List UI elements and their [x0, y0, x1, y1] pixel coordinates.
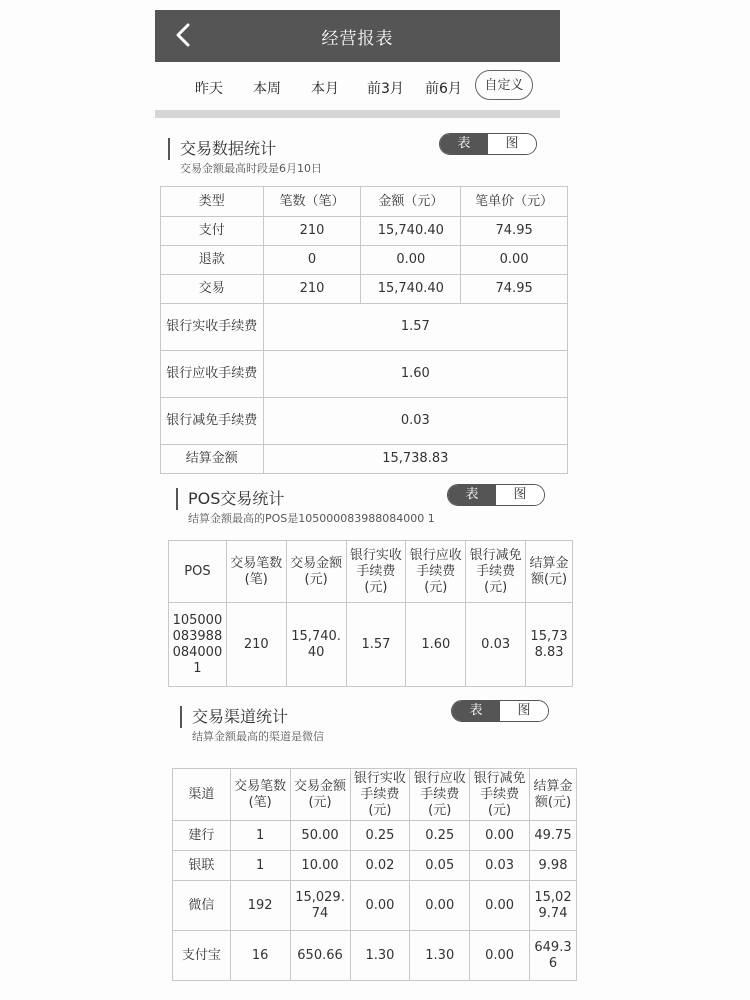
cell-amount: 15,740.40: [286, 603, 346, 687]
header-count: 交易笔数(笔): [226, 541, 286, 603]
cell-bank-waived-fee: 0.00: [470, 821, 530, 851]
divider-bar: [155, 110, 560, 118]
header-channel: 渠道: [173, 769, 231, 821]
table-header-row: [173, 769, 577, 821]
cell-amount: 0.00: [361, 246, 461, 275]
cell-unit-price: 74.95: [461, 275, 568, 304]
header-bar: [155, 10, 560, 62]
cell-type: 交易: [161, 275, 264, 304]
page-title: 经营报表: [321, 29, 394, 49]
cell-bank-waived-fee: 0.00: [470, 931, 530, 981]
table-row: [169, 603, 573, 687]
section-subtitle: 交易金额最高时段是6月10日: [180, 162, 322, 175]
cell-bank-receivable-fee: 0.00: [410, 881, 470, 931]
header-count: 笔数（笔）: [263, 187, 361, 217]
cell-bank-received-fee: 1.30: [350, 931, 410, 981]
cell-amount: 15,029.74: [290, 881, 350, 931]
tab-this-week[interactable]: 本周: [253, 81, 281, 97]
section-subtitle: 结算金额最高的渠道是微信: [192, 730, 324, 743]
section-subtitle: 结算金额最高的POS是105000083988084000 1: [188, 512, 435, 525]
cell-bank-received-fee: 0.02: [350, 851, 410, 881]
cell-bank-waived-fee: 0.03: [470, 851, 530, 881]
cell-bank-receivable-fee: 1.60: [406, 603, 466, 687]
cell-fee-label: 银行应收手续费: [161, 351, 264, 398]
cell-count: 210: [263, 217, 361, 246]
cell-settlement: 49.75: [529, 821, 576, 851]
channel-stats-table: [172, 768, 577, 981]
header-amount: 金额（元）: [361, 187, 461, 217]
chart-view-button[interactable]: 图: [500, 701, 548, 721]
cell-fee-label: 结算金额: [161, 445, 264, 474]
cell-unit-price: 74.95: [461, 217, 568, 246]
tab-yesterday[interactable]: 昨天: [195, 81, 223, 97]
table-row: [173, 821, 577, 851]
cell-bank-receivable-fee: 0.05: [410, 851, 470, 881]
cell-bank-receivable-fee: 0.25: [410, 821, 470, 851]
table-row: [161, 217, 568, 246]
tab-custom-button[interactable]: 自定义: [475, 70, 533, 100]
cell-count: 210: [226, 603, 286, 687]
cell-count: 1: [230, 821, 290, 851]
table-row: [161, 304, 568, 351]
cell-channel: 微信: [173, 881, 231, 931]
tab-this-month[interactable]: 本月: [311, 81, 339, 97]
table-row: [173, 931, 577, 981]
header-count: 交易笔数(笔): [230, 769, 290, 821]
cell-bank-waived-fee: 0.03: [466, 603, 526, 687]
header-settlement: 结算金额(元): [526, 541, 573, 603]
cell-bank-received-fee: 0.25: [350, 821, 410, 851]
header-bank-waived-fee: 银行减免手续费(元): [466, 541, 526, 603]
header-amount: 交易金额(元): [286, 541, 346, 603]
cell-channel: 建行: [173, 821, 231, 851]
tab-last-6-months[interactable]: 前6月: [425, 81, 462, 97]
trade-stats-view-toggle: [439, 133, 537, 155]
table-row: [161, 351, 568, 398]
cell-channel: 支付宝: [173, 931, 231, 981]
header-bank-received-fee: 银行实收手续费(元): [346, 541, 406, 603]
cell-count: 192: [230, 881, 290, 931]
pos-stats-view-toggle: [447, 484, 545, 506]
cell-type: 退款: [161, 246, 264, 275]
table-header-row: [161, 187, 568, 217]
header-amount: 交易金额(元): [290, 769, 350, 821]
tab-last-3-months[interactable]: 前3月: [367, 81, 404, 97]
cell-pos-id: 1050000839880840001: [169, 603, 227, 687]
header-unit-price: 笔单价（元）: [461, 187, 568, 217]
cell-settlement: 9.98: [529, 851, 576, 881]
cell-settlement: 15,029.74: [529, 881, 576, 931]
cell-type: 支付: [161, 217, 264, 246]
cell-bank-received-fee: 0.00: [350, 881, 410, 931]
cell-bank-receivable-fee: 1.30: [410, 931, 470, 981]
cell-count: 1: [230, 851, 290, 881]
cell-fee-label: 银行减免手续费: [161, 398, 264, 445]
table-row: [161, 398, 568, 445]
cell-count: 16: [230, 931, 290, 981]
pos-stats-table: [168, 540, 573, 687]
header-type: 类型: [161, 187, 264, 217]
table-view-button[interactable]: 表: [440, 134, 488, 154]
cell-channel: 银联: [173, 851, 231, 881]
table-view-button[interactable]: 表: [452, 701, 500, 721]
header-bank-received-fee: 银行实收手续费(元): [350, 769, 410, 821]
table-row: [173, 881, 577, 931]
cell-amount: 10.00: [290, 851, 350, 881]
section-title: 交易数据统计: [168, 138, 276, 160]
cell-fee-value: 1.57: [263, 304, 567, 351]
table-row: [161, 445, 568, 474]
table-row: [173, 851, 577, 881]
cell-fee-value: 1.60: [263, 351, 567, 398]
cell-unit-price: 0.00: [461, 246, 568, 275]
header-settlement: 结算金额(元): [529, 769, 576, 821]
header-pos: POS: [169, 541, 227, 603]
cell-count: 0: [263, 246, 361, 275]
cell-amount: 50.00: [290, 821, 350, 851]
cell-bank-received-fee: 1.57: [346, 603, 406, 687]
cell-amount: 15,740.40: [361, 217, 461, 246]
header-bank-receivable-fee: 银行应收手续费(元): [406, 541, 466, 603]
cell-fee-value: 0.03: [263, 398, 567, 445]
header-bank-waived-fee: 银行减免手续费(元): [470, 769, 530, 821]
cell-fee-value: 15,738.83: [263, 445, 567, 474]
cell-amount: 650.66: [290, 931, 350, 981]
table-row: [161, 275, 568, 304]
section-title: POS交易统计: [176, 488, 284, 510]
section-title: 交易渠道统计: [180, 706, 288, 728]
table-header-row: [169, 541, 573, 603]
chart-view-button[interactable]: 图: [496, 485, 544, 505]
header-bank-receivable-fee: 银行应收手续费(元): [410, 769, 470, 821]
cell-bank-waived-fee: 0.00: [470, 881, 530, 931]
chart-view-button[interactable]: 图: [488, 134, 536, 154]
cell-settlement: 649.36: [529, 931, 576, 981]
cell-fee-label: 银行实收手续费: [161, 304, 264, 351]
channel-stats-view-toggle: [451, 700, 549, 722]
cell-settlement: 15,738.83: [526, 603, 573, 687]
cell-amount: 15,740.40: [361, 275, 461, 304]
table-view-button[interactable]: 表: [448, 485, 496, 505]
cell-count: 210: [263, 275, 361, 304]
table-row: [161, 246, 568, 275]
trade-stats-table: [160, 186, 568, 474]
date-range-tabs: [155, 62, 560, 110]
